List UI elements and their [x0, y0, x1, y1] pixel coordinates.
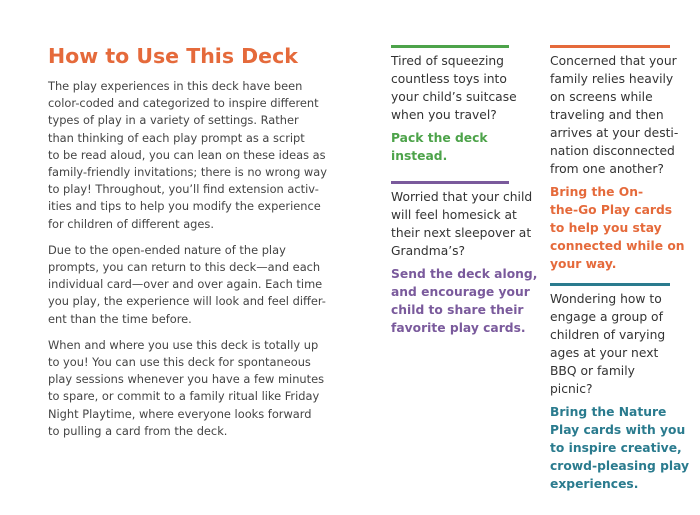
tip-question — [550, 52, 679, 178]
text-line: to you! You can use this deck for spontaneous — [48, 355, 311, 370]
text-line: engage a group of — [550, 310, 663, 324]
text-line: Bring the Nature — [550, 405, 667, 419]
text-line: family relies heavily — [550, 72, 674, 86]
text-line: Due to the open-ended nature of the play — [48, 242, 286, 257]
text-line: children of varying — [550, 328, 666, 342]
text-line: BBQ or family — [550, 364, 635, 378]
text-line: nation disconnected — [550, 144, 675, 158]
text-line: instead. — [391, 149, 448, 163]
main-text-column — [48, 44, 327, 449]
text-line: Wondering how to — [550, 292, 662, 306]
text-line: their next sleepover at — [391, 226, 532, 240]
text-line: When and where you use this deck is totally up — [48, 337, 319, 352]
open-ended-paragraph — [48, 242, 326, 328]
tip-card-screens — [550, 45, 685, 273]
text-line: Tired of squeezing — [391, 54, 504, 68]
text-line: on screens while — [550, 90, 653, 104]
tip-answer — [391, 129, 509, 165]
text-line: to pulling a card from the deck. — [48, 423, 228, 438]
tip-answer — [391, 265, 538, 337]
text-line: Pack the deck — [391, 131, 488, 145]
tip-answer — [550, 183, 685, 273]
text-line: your child’s suitcase — [391, 90, 517, 104]
text-line: ages at your next — [550, 346, 659, 360]
text-line: experiences. — [550, 477, 639, 491]
text-line: favorite play cards. — [391, 321, 526, 335]
text-line: ities and tips to help you modify the experience — [48, 199, 321, 214]
text-line: will feel homesick at — [391, 208, 517, 222]
text-line: individual card—over and over again. Each time — [48, 277, 323, 292]
text-line: Send the deck along, — [391, 267, 538, 281]
text-line: Play cards with you — [550, 423, 686, 437]
text-line: to inspire creative, — [550, 441, 682, 455]
text-line: Night Playtime, where everyone looks forward — [48, 406, 312, 421]
tip-card-suitcase — [391, 45, 517, 165]
intro-paragraph — [48, 78, 327, 233]
text-line: color-coded and categorized to inspire different — [48, 96, 319, 111]
text-line: to be read aloud, you can lean on these ideas as — [48, 147, 326, 162]
text-line: family-friendly invitations; there is no wrong way — [48, 165, 327, 180]
text-line: than thinking of each play prompt as a script — [48, 130, 305, 145]
tip-question — [550, 290, 670, 398]
text-line: Bring the On- — [550, 185, 644, 199]
text-line: Concerned that your — [550, 54, 677, 68]
text-line: your way. — [550, 257, 617, 271]
text-line: countless toys into — [391, 72, 507, 86]
text-line: the-Go Play cards — [550, 203, 673, 217]
text-line: The play experiences in this deck have been — [48, 79, 303, 93]
text-line: to help you stay — [550, 221, 662, 235]
text-line: to spare, or commit to a family ritual like Friday — [48, 389, 320, 404]
text-line: types of play in a variety of settings. Rather — [48, 113, 299, 128]
tip-answer — [550, 403, 690, 493]
tip-card-picnic — [550, 283, 690, 493]
text-line: prompts, you can return to this deck—and each — [48, 260, 321, 275]
text-line: picnic? — [550, 382, 593, 396]
text-line: you play, the experience will look and feel differ- — [48, 294, 326, 309]
text-line: Grandma’s? — [391, 244, 466, 258]
text-line: arrives at your desti- — [550, 126, 679, 140]
text-line: when you travel? — [391, 108, 497, 122]
tip-question — [391, 188, 533, 260]
page-title: How to Use This Deck — [48, 44, 298, 68]
text-line: ent than the time before. — [48, 311, 192, 326]
text-line: Worried that your child — [391, 190, 533, 204]
text-line: from one another? — [550, 162, 664, 176]
tip-question — [391, 52, 517, 124]
text-line: for children of different ages. — [48, 216, 214, 231]
tip-card-sleepover — [391, 181, 538, 337]
when-where-paragraph — [48, 337, 325, 440]
text-line: play sessions whenever you have a few minutes — [48, 372, 325, 387]
text-line: child to share their — [391, 303, 524, 317]
text-line: and encourage your — [391, 285, 530, 299]
text-line: traveling and then — [550, 108, 664, 122]
text-line: to play! Throughout, you’ll find extension activ- — [48, 182, 319, 197]
text-line: connected while on — [550, 239, 685, 253]
text-line: crowd-pleasing play — [550, 459, 690, 473]
